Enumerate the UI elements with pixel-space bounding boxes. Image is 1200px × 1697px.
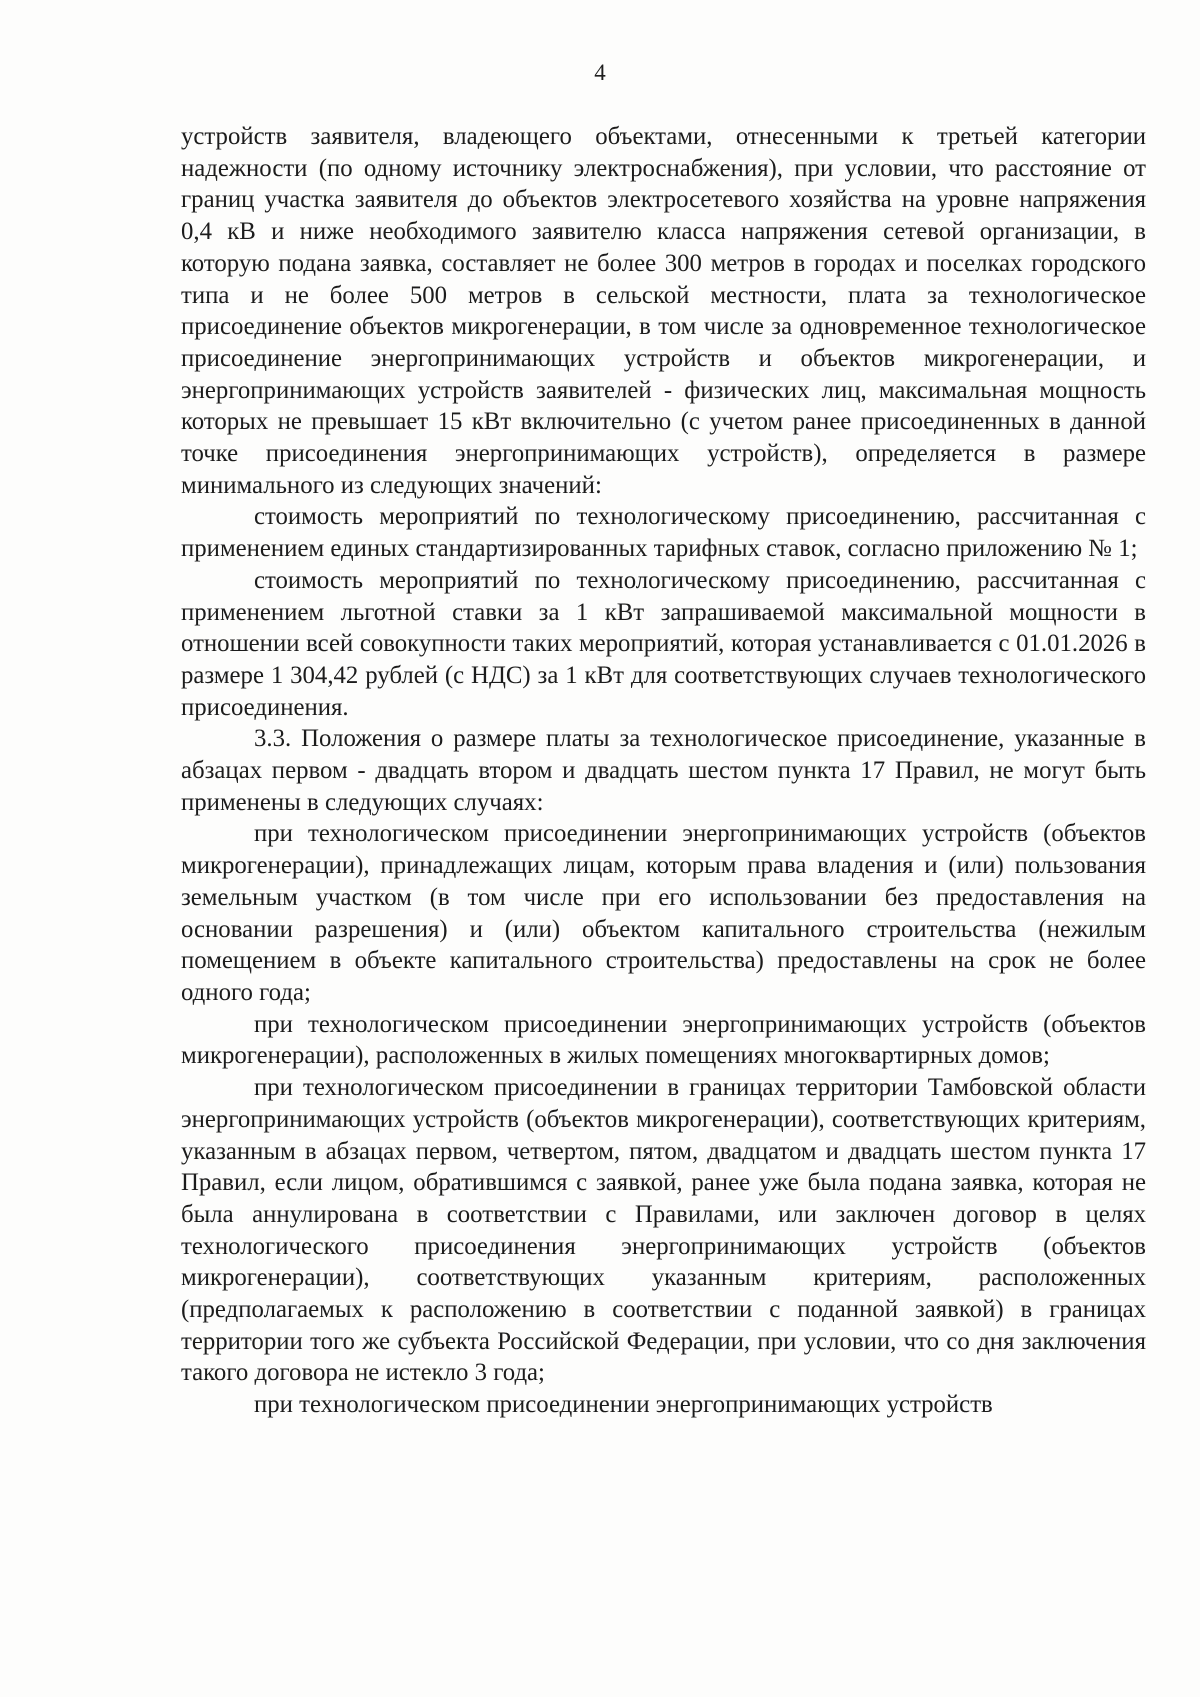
paragraph-section-3-3: 3.3. Положения о размере платы за технологическое присоединение, указанные в абзацах первом - двадцать втором и двадцать шестом пункта 17 Правил, не могут быть применены в следующих случаях:: [181, 725, 1146, 816]
page-number: 4: [594, 60, 606, 85]
paragraph-cost-preferential-rate: стоимость мероприятий по технологическому присоединению, рассчитанная с применением льготной ставки за 1 кВт запрашиваемой максимальной мощности в отношении всей совокупности таких мероприятий, которая устанавливается с 01.01.2026 в размере 1 304,42 рублей (с НДС) за 1 кВт для соответствующих случаев технологического присоединения.: [181, 566, 1146, 721]
document-body: [181, 121, 1146, 1421]
paragraph-case-repeat-application: при технологическом присоединении в границах территории Тамбовской области энергопринимающих устройств (объектов микрогенерации), соответствующих критериям, указанным в абзацах первом, четвертом, пятом, двадцатом и двадцать шестом пункта 17 Правил, если лицом, обратившимся с заявкой, ранее уже была подана заявка, которая не была аннулирована в соответствии с Правилами, или заключен договор в целях технологического присоединения энергопринимающих устройств (объектов микрогенерации), соответствующих указанным критериям, расположенных (предполагаемых к расположению в соответствии с поданной заявкой) в границах территории того же субъекта Российской Федерации, при условии, что со дня заключения такого договора не истекло 3 года;: [181, 1074, 1146, 1387]
paragraph-case-land-lease: при технологическом присоединении энергопринимающих устройств (объектов микрогенерации), принадлежащих лицам, которым права владения и (или) пользования земельным участком (в том числе при его использовании без предоставления на основании разрешения) и (или) объектом капитального строительства (нежилым помещением в объекте капитального строительства) предоставлены на срок не более одного года;: [181, 820, 1146, 1006]
paragraph-cost-standard-rates: стоимость мероприятий по технологическому присоединению, рассчитанная с применением единых стандартизированных тарифных ставок, согласно приложению № 1;: [181, 503, 1146, 563]
paragraph-continued: устройств заявителя, владеющего объектами, отнесенными к третьей категории надежности (по одному источнику электроснабжения), при условии, что расстояние от границ участка заявителя до объектов электросетевого хозяйства на уровне напряжения 0,4 кВ и ниже необходимого заявителю класса напряжения сетевой организации, в которую подана заявка, составляет не более 300 метров в городах и поселках городского типа и не более 500 метров в сельской местности, плата за технологическое присоединение объектов микрогенерации, в том числе за одновременное технологическое присоединение энергопринимающих устройств и объектов микрогенерации, и энергопринимающих устройств заявителей - физических лиц, максимальная мощность которых не превышает 15 кВт включительно (с учетом ранее присоединенных в данной точке присоединения энергопринимающих устройств), определяется в размере минимального из следующих значений:: [181, 123, 1146, 499]
paragraph-case-apartment-buildings: при технологическом присоединении энергопринимающих устройств (объектов микрогенерации), расположенных в жилых помещениях многоквартирных домов;: [181, 1010, 1146, 1070]
paragraph-case-trailing: при технологическом присоединении энергопринимающих устройств: [254, 1391, 993, 1419]
